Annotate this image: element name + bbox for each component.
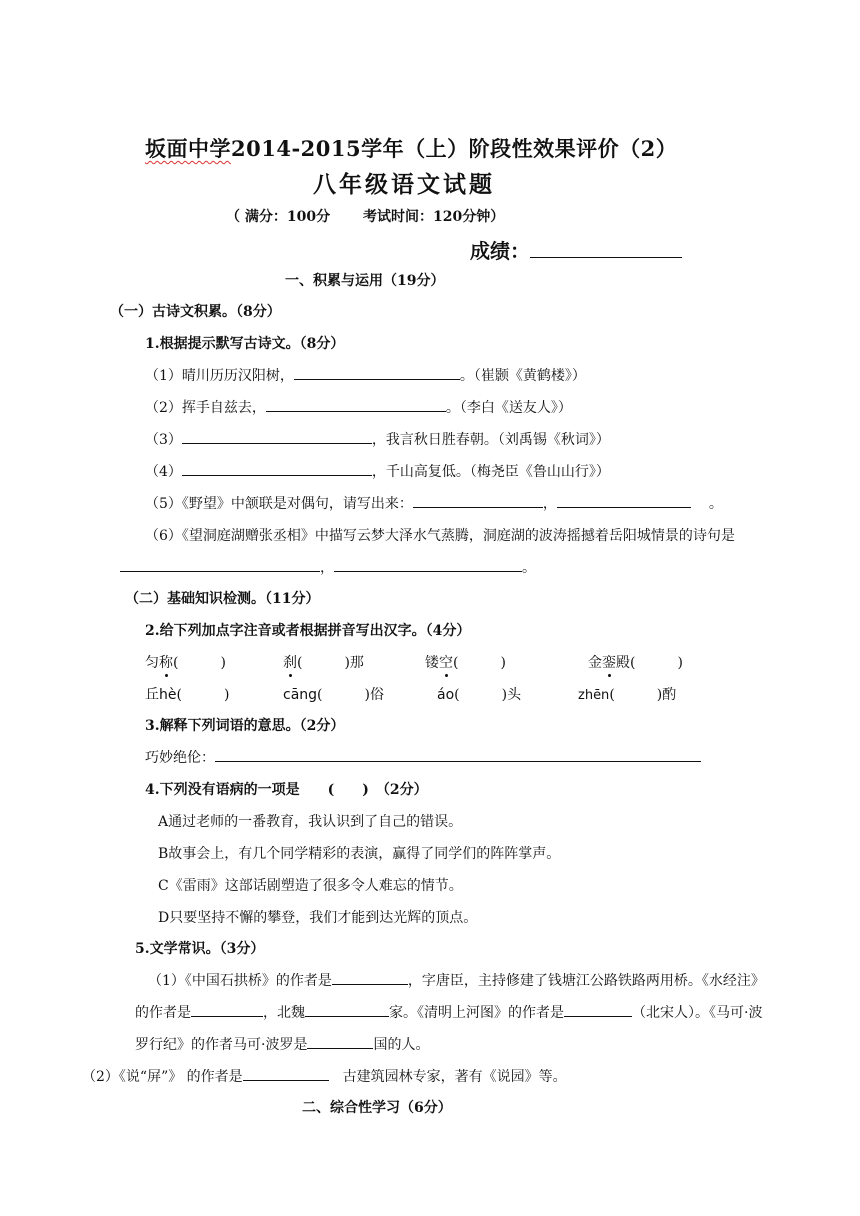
q1-item-5-comma: ， [542,496,557,512]
q2-row-1-a [145,652,226,672]
q1-item-2 [145,397,572,417]
q5-l3-text-b: 国的人。 [373,1037,430,1053]
q1-item-1-suffix: 。（崔颢《黄鹤楼》） [459,368,586,384]
q3-term-label: 巧妙绝伦： [145,750,215,766]
exam-title [145,133,677,163]
q1-item-4-blank[interactable] [182,461,372,476]
q1-item-6-answers [120,557,536,577]
q2-r1a-char: 匀 [145,655,159,671]
q5-author-blank-3[interactable] [564,1002,632,1017]
q2-row-2-b [283,684,384,704]
q2-r1c-blank[interactable]: ( ) [453,655,506,671]
q5-l1-text-b: ，字唐臣，主持修建了钱塘江公路铁路两用桥。《水经注》 [407,973,765,989]
q1-item-3-blank[interactable] [182,429,372,444]
q2-row-2-a [145,684,229,704]
title-rest: 2014-2015学年（上）阶段性效果评价（2） [231,136,678,161]
q2-r1d-blank[interactable]: 殿( ) [616,655,683,671]
q5-l1-text-a: （1）《中国石拱桥》的作者是 [148,973,332,989]
q1-item-6-comma: ， [320,560,334,576]
q2-row-1-c [425,652,506,672]
q5-l2-text-d: （北宋人）。《马可·波 [632,1005,763,1021]
q2-r2d-pinyin: zhēn [578,688,610,703]
q1-item-6-blank-2[interactable] [334,557,522,572]
section2-heading: 二、综合性学习（6分） [302,1100,452,1116]
q2-r2d-blank[interactable]: ( )酌 [609,687,677,703]
part2-heading: （二）基础知识检测。（11分） [125,591,320,607]
q1-item-5 [145,493,723,513]
q2-r1c-dotted-char: 空 [439,652,453,672]
score-blank[interactable] [530,239,682,258]
school-name: 坂面中学 [145,136,231,161]
q5-country-blank[interactable] [307,1034,373,1049]
q1-item-2-suffix: 。（李白《送友人》） [445,400,572,416]
q5-l4-text-b: 古建筑园林专家，著有《说园》等。 [328,1069,567,1085]
part1-heading: （一）古诗文积累。（8分） [110,304,281,320]
q4-option-b[interactable]: B故事会上，有几个同学精彩的表演，赢得了同学们的阵阵掌声。 [158,846,561,862]
q1-item-4-suffix: ，千山高复低。（梅尧臣《鲁山山行》） [371,464,610,480]
q2-title: 2.给下列加点字注音或者根据拼音写出汉字。（4分） [145,623,471,639]
score-field [470,235,682,264]
q2-r1d-dotted-char: 銮 [602,652,616,672]
q5-l2-text-c: 家。《清明上河图》的作者是 [389,1005,564,1021]
q2-r2a-char: 丘 [145,687,159,703]
q2-r2c-pinyin: áo [437,687,455,703]
q2-r2c-blank[interactable]: ( )头 [454,687,522,703]
q3-answer-blank[interactable] [215,747,701,762]
q1-item-1 [145,365,586,385]
q3-title: 3.解释下列词语的意思。（2分） [145,718,345,734]
q4-option-a[interactable]: A通过老师的一番教育，我认识到了自己的错误。 [158,814,463,830]
q5-l4-text-a: （2）《说“屏”》 的作者是 [82,1069,243,1085]
q5-line-2 [135,1002,762,1022]
q5-profession-blank[interactable] [305,1002,389,1017]
exam-meta: （ 满分：100分 考试时间：120分钟） [226,209,505,225]
q5-l2-text-b: ，北魏 [263,1005,305,1021]
q5-author-blank-2[interactable] [191,1002,263,1017]
q5-line-3 [135,1034,429,1054]
q2-row-1-b [283,652,364,672]
q2-r1c-char: 镂 [425,655,439,671]
q1-item-4 [145,461,610,481]
q1-item-6-suffix: 。 [522,560,536,576]
q2-r1d-char: 金 [588,655,602,671]
q1-item-3-suffix: ，我言秋日胜春朝。（刘禹锡《秋词》） [371,432,610,448]
exam-subtitle: 八年级语文试题 [313,171,495,198]
q1-item-3-prefix: （3） [145,432,182,448]
q2-r1a-dotted-char: 称 [159,652,173,672]
q5-line-4 [82,1066,567,1086]
q1-item-6-blank-1[interactable] [120,557,320,572]
q2-r2a-pinyin: hè [159,687,177,703]
q4-title: 4.下列没有语病的一项是 ( ) （2分） [145,782,428,798]
q1-item-5-blank-1[interactable] [413,493,543,508]
q2-r1b-blank[interactable]: ( )那 [297,655,364,671]
q1-item-5-blank-2[interactable] [557,493,691,508]
q4-option-d[interactable]: D只要坚持不懈的攀登，我们才能到达光辉的顶点。 [158,910,478,926]
q5-author-blank-4[interactable] [243,1066,329,1081]
q5-title: 5.文学常识。（3分） [135,941,265,957]
section1-heading: 一、积累与运用（19分） [285,273,445,289]
q2-row-2-c [437,684,521,704]
q1-title: 1.根据提示默写古诗文。（8分） [145,336,345,352]
q2-row-1-d [588,652,683,672]
q1-item-6-text: （6）《望洞庭湖赠张丞相》中描写云梦大泽水气蒸腾，洞庭湖的波涛摇撼着岳阳城情景的诗句是 [145,528,735,544]
q1-item-1-prefix: （1）晴川历历汉阳树， [145,368,294,384]
q1-item-2-blank[interactable] [266,397,446,412]
q4-option-c[interactable]: C《雷雨》这部话剧塑造了很多令人难忘的情节。 [158,878,463,894]
q1-item-2-prefix: （2）挥手自兹去， [145,400,266,416]
q3-term [145,747,701,767]
q1-item-4-prefix: （4） [145,464,182,480]
q5-author-blank-1[interactable] [332,970,408,985]
q1-item-5-suffix: 。 [708,496,723,512]
q2-r1b-dotted-char: 刹 [283,652,297,672]
q2-r2b-blank[interactable]: ( )俗 [317,687,384,703]
q1-item-3 [145,429,610,449]
q2-row-2-d [578,684,676,704]
q5-line-1 [148,970,765,990]
q2-r2b-pinyin: cāng [283,687,318,703]
q5-l3-text-a: 罗行纪》的作者马可·波罗是 [135,1037,308,1053]
q1-item-5-prefix: （5）《野望》中颔联是对偶句，请写出来： [145,496,413,512]
score-label: 成绩： [470,239,530,263]
q2-r1a-blank[interactable]: ( ) [173,655,226,671]
q1-item-1-blank[interactable] [294,365,460,380]
q5-l2-text-a: 的作者是 [135,1005,191,1021]
q2-r2a-blank[interactable]: ( ) [176,687,230,703]
